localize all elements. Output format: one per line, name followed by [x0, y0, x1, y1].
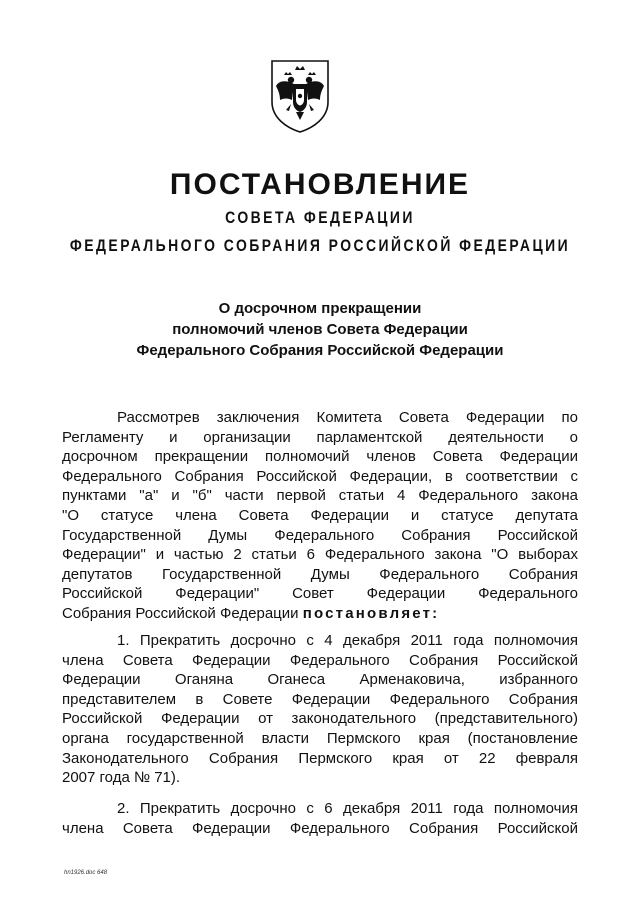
text-line: Регламенту и организации парламентской деятельности о: [62, 428, 578, 446]
document-issuer-line-2: ФЕДЕРАЛЬНОГО СОБРАНИЯ РОССИЙСКОЙ ФЕДЕРАЦИИ: [69, 236, 571, 255]
heading-line: О досрочном прекращении: [218, 300, 422, 317]
heading-line: Федерального Собрания Российской Федерации: [136, 342, 504, 359]
text-line: органа государственной власти Пермского края (постановление: [62, 729, 578, 747]
text-line: члена Совета Федерации Федерального Собрания Российской: [62, 819, 578, 837]
russian-coat-of-arms-icon: [269, 58, 331, 134]
text-line: представителем в Совете Федерации Федерального Собрания: [62, 690, 578, 708]
text-line: Законодательного Собрания Пермского края от 22 февраля: [62, 749, 578, 767]
text-line: Федерального Собрания Российской Федерации, в соответствии с: [62, 467, 578, 485]
resolution-item-2: [62, 799, 578, 838]
document-title: ПОСТАНОВЛЕНИЕ: [169, 168, 471, 201]
text-line: "О статусе члена Совета Федерации и статусе депутата: [62, 506, 578, 524]
text-line: Федерации Оганяна Оганеса Арменаковича, избранного: [62, 671, 578, 689]
text-line: Российской Федерации" Совет Федерации Федерального: [62, 585, 578, 603]
text-line: Российской Федерации от законодательного (представительного): [62, 710, 578, 728]
text-line: члена Совета Федерации Федерального Собрания Российской: [62, 651, 578, 669]
text-line: Рассмотрев заключения Комитета Совета Федерации по: [117, 409, 578, 426]
resolves-keyword: постановляет:: [302, 604, 440, 622]
text-line: депутатов Государственной Думы Федерального Собрания: [62, 565, 578, 583]
text-line: 1. Прекратить досрочно с 4 декабря 2011 года полномочия: [117, 632, 578, 649]
resolution-item-1: [62, 631, 578, 788]
text-line: досрочном прекращении полномочий членов Совета Федерации: [62, 448, 578, 466]
text-line: [62, 604, 578, 624]
document-issuer-line-1: СОВЕТА ФЕДЕРАЦИИ: [225, 208, 415, 227]
text-line: Государственной Думы Федерального Собрания Российской: [62, 526, 578, 544]
document-file-code: hn1926.doc 648: [64, 870, 108, 876]
preamble-paragraph: [62, 408, 578, 624]
last-line-prefix: Собрания Российской Федерации: [62, 604, 303, 622]
resolution-heading: [0, 298, 640, 361]
text-line: 2. Прекратить досрочно с 6 декабря 2011 года полномочия: [117, 800, 578, 817]
text-line: Федерации" и частью 2 статьи 6 Федерального закона "О выборах: [62, 546, 578, 564]
text-line: пунктами "а" и "б" части первой статьи 4 Федерального закона: [62, 487, 578, 505]
text-line: 2007 года № 71).: [62, 769, 181, 787]
heading-line: полномочий членов Совета Федерации: [172, 321, 468, 338]
